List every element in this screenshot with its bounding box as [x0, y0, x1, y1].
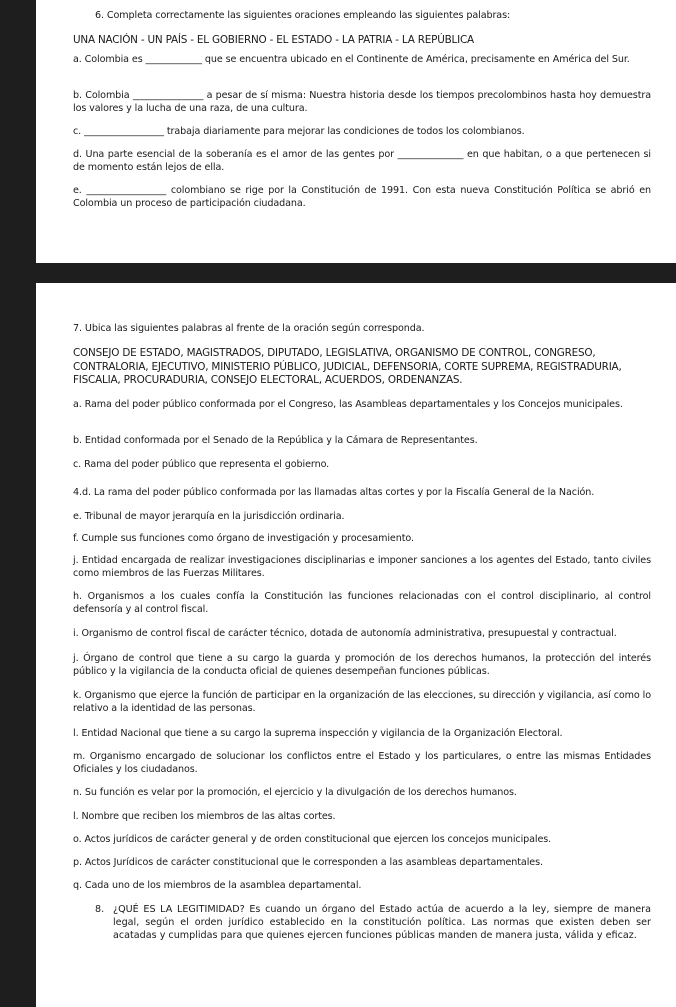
q7-item: l. Entidad Nacional que tiene a su cargo la suprema inspección y vigilancia de la Organización Electoral.	[73, 728, 563, 739]
q6-item-d: d. Una parte esencial de la soberanía es el amor de las gentes por ______________ en que habitan, o a que pertenecen si de momento están lejos de ella.	[73, 149, 651, 173]
q7-item: i. Organismo de control fiscal de carácter técnico, dotada de autonomía administrativa, presupuestal y contractual.	[73, 628, 617, 639]
q7-item: j. Órgano de control que tiene a su cargo la guarda y promoción de los derechos humanos, la protección del interés público y la vigilancia de la conducta oficial de quienes desempeñan funciones públicas.	[73, 653, 651, 677]
q6-title: 6. Completa correctamente las siguientes oraciones empleando las siguientes palabras:	[95, 10, 511, 21]
q8-number: 8.	[95, 904, 105, 915]
q6-item-e: e. _________________ colombiano se rige por la Constitución de 1991. Con esta nueva Constitución Política se abrió en Colombia un proceso de participación ciudadana.	[73, 185, 651, 209]
q6-item-c: c. _________________ trabaja diariamente para mejorar las condiciones de todos los colombianos.	[73, 126, 525, 137]
q7-item: h. Organismos a los cuales confía la Constitución las funciones relacionadas con el control disciplinario, al control defensoría y al control fiscal.	[73, 591, 651, 615]
q7-item: a. Rama del poder público conformada por el Congreso, las Asambleas departamentales y los Concejos municipales.	[73, 399, 623, 410]
q7-word-list: CONSEJO DE ESTADO, MAGISTRADOS, DIPUTADO, LEGISLATIVA, ORGANISMO DE CONTROL, CONGRESO, CONTRALORIA, EJECUTIVO, MINISTERIO PÚBLICO, JUDICIAL, DEFENSORIA, CORTE SUPREMA, REGISTRADURIA, FISCALIA, PROCURADURIA, CONSEJO ELECTORAL, ACUERDOS, ORDENANZAS.	[73, 347, 622, 386]
q7-item: o. Actos jurídicos de carácter general y de orden constitucional que ejercen los concejos municipales.	[73, 834, 552, 845]
q7-item: n. Su función es velar por la promoción, el ejercicio y la divulgación de los derechos humanos.	[73, 787, 517, 798]
q7-item: l. Nombre que reciben los miembros de las altas cortes.	[73, 811, 336, 822]
q7-item: b. Entidad conformada por el Senado de la República y la Cámara de Representantes.	[73, 435, 478, 446]
q6-word-list: UNA NACIÓN - UN PAÍS - EL GOBIERNO - EL ESTADO - LA PATRIA - LA REPÚBLICA	[73, 34, 474, 46]
q7-item: k. Organismo que ejerce la función de participar en la organización de las elecciones, su dirección y vigilancia, así como lo relativo a la identidad de las personas.	[73, 690, 651, 714]
q7-item: j. Entidad encargada de realizar investigaciones disciplinarias e imponer sanciones a los agentes del Estado, tanto civiles como miembros de las Fuerzas Militares.	[73, 555, 651, 579]
q7-title: 7. Ubica las siguientes palabras al frente de la oración según corresponda.	[73, 323, 425, 334]
q7-item: e. Tribunal de mayor jerarquía en la jurisdicción ordinaria.	[73, 511, 345, 522]
q7-item: 4.d. La rama del poder público conformada por las llamadas altas cortes y por la Fiscalía General de la Nación.	[73, 487, 595, 498]
q7-item: m. Organismo encargado de solucionar los conflictos entre el Estado y los particulares, o entre las mismas Entidades Oficiales y los ciudadanos.	[73, 751, 651, 775]
left-dark-margin	[0, 0, 36, 1007]
q6-item-b: b. Colombia _______________ a pesar de sí misma: Nuestra historia desde los tiempos precolombinos hasta hoy demuestra los valores y la lucha de una raza, de una cultura.	[73, 90, 651, 114]
page-separator	[36, 263, 676, 283]
q7-item: p. Actos Jurídicos de carácter constitucional que le corresponden a las asambleas departamentales.	[73, 857, 543, 868]
q7-item: q. Cada uno de los miembros de la asamblea departamental.	[73, 880, 362, 891]
q7-item: f. Cumple sus funciones como órgano de investigación y procesamiento.	[73, 533, 414, 544]
q7-item: c. Rama del poder público que representa el gobierno.	[73, 459, 330, 470]
q8-text: ¿QUÉ ES LA LEGITIMIDAD? Es cuando un órgano del Estado actúa de acuerdo a la ley, siempre de manera legal, según el orden jurídico establecido en la constitución política. Las normas que existen deben ser acatadas y cumplidas para que quienes ejercen funciones públicas manden de manera justa, válida y eficaz.	[113, 904, 651, 941]
q6-item-a: a. Colombia es ____________ que se encuentra ubicado en el Continente de América, precisamente en América del Sur.	[73, 54, 630, 65]
